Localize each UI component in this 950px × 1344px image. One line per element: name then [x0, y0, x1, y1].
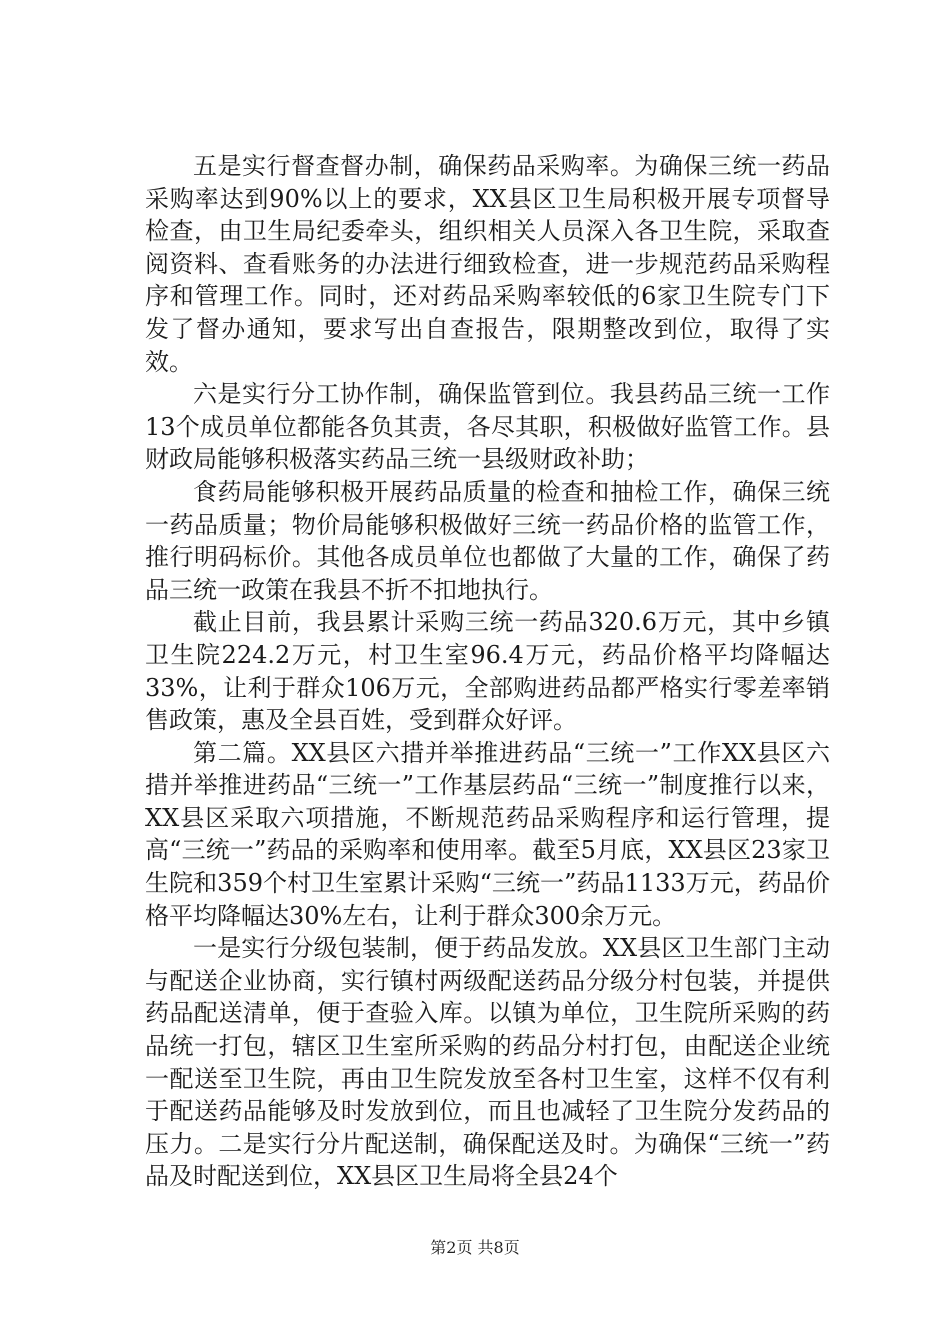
paragraph-drug-quality: 食药局能够积极开展药品质量的检查和抽检工作，确保三统一药品质量；物价局能够积极做好三统一药品价格的监管工作，推行明码标价。其他各成员单位也都做了大量的工作，确保了药品三统一政策在我县不折不扣地执行。: [145, 477, 830, 604]
page-number-footer: 第2页 共8页: [430, 1238, 520, 1257]
paragraph-cooperation: 六是实行分工协作制，确保监管到位。我县药品三统一工作13个成员单位都能各负其责，各尽其职，积极做好监管工作。县财政局能够积极落实药品三统一县级财政补助；: [145, 380, 830, 474]
paragraph-second-article: 第二篇。XX县区六措并举推进药品“三统一”工作XX县区六措并举推进药品“三统一”工作基层药品“三统一”制度推行以来，XX县区采取六项措施，不断规范药品采购程序和运行管理，提高“三统一”药品的采购率和使用率。截至5月底，XX县区23家卫生院和359个村卫生室累计采购“三统一”药品1133万元，药品价格平均降幅达30%左右，让利于群众300余万元。: [145, 738, 830, 930]
paragraph-supervision: 五是实行督查督办制，确保药品采购率。为确保三统一药品采购率达到90%以上的要求，XX县区卫生局积极开展专项督导检查，由卫生局纪委牵头，组织相关人员深入各卫生院，采取查阅资料、查看账务的办法进行细致检查，进一步规范药品采购程序和管理工作。同时，还对药品采购率较低的6家卫生院专门下发了督办通知，要求写出自查报告，限期整改到位，取得了实效。: [145, 152, 830, 376]
paragraph-packaging: 一是实行分级包装制，便于药品发放。XX县区卫生部门主动与配送企业协商，实行镇村两级配送药品分级分村包装，并提供药品配送清单，便于查验入库。以镇为单位，卫生院所采购的药品统一打包，辖区卫生室所采购的药品分村打包，由配送企业统一配送至卫生院，再由卫生院发放至各村卫生室，这样不仅有利于配送药品能够及时发放到位，而且也减轻了卫生院分发药品的压力。二是实行分片配送制，确保配送及时。为确保“三统一”药品及时配送到位，XX县区卫生局将全县24个: [145, 934, 830, 1191]
paragraph-summary: 截止目前，我县累计采购三统一药品320.6万元，其中乡镇卫生院224.2万元，村卫生室96.4万元，药品价格平均降幅达33%，让利于群众106万元，全部购进药品都严格实行零差率销售政策，惠及全县百姓，受到群众好评。: [145, 608, 830, 735]
document-body: [145, 150, 830, 1193]
